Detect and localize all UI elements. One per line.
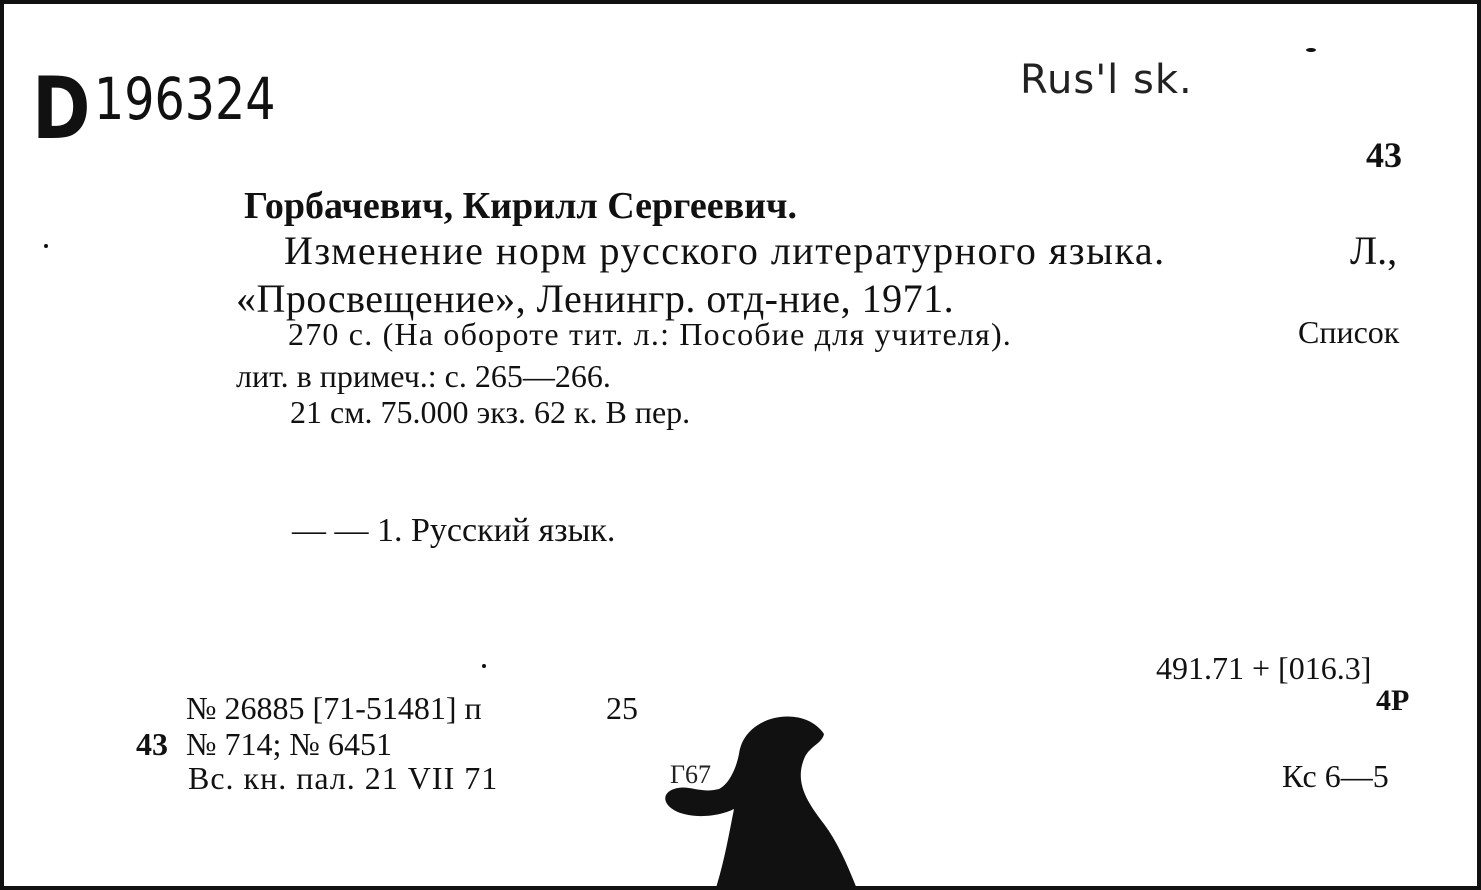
description-line-3: 21 см. 75.000 экз. 62 к. В пер. bbox=[290, 394, 691, 430]
ink-blot-icon bbox=[644, 694, 884, 890]
library-stamp: Rus'l sk. bbox=[1020, 57, 1193, 103]
call-number: 196324 bbox=[94, 65, 276, 133]
title-line-1-place: Л., bbox=[1350, 228, 1398, 273]
order-numbers: № 714; № 6451 bbox=[186, 726, 392, 762]
author-heading: Горбачевич, Кирилл Сергеевич. bbox=[244, 185, 797, 227]
left-index: 43 bbox=[136, 726, 168, 762]
subject-heading: — — 1. Русский язык. bbox=[292, 512, 616, 549]
speck-mark bbox=[482, 664, 486, 668]
book-chamber-date: Вс. кн. пал. 21 VII 71 bbox=[188, 760, 499, 796]
description-line-1-end: Список bbox=[1298, 314, 1400, 350]
classification-code: 491.71 + [016.3] bbox=[1156, 650, 1372, 686]
partial-code: Г67 bbox=[670, 760, 712, 789]
title-line-1: Изменение норм русского литературного языка. bbox=[284, 228, 1166, 273]
copies-count: 25 bbox=[606, 690, 638, 726]
title-line-2: «Просвещение», Ленингр. отд-ние, 1971. bbox=[236, 276, 955, 321]
speck-mark bbox=[1306, 48, 1316, 52]
top-index: 43 bbox=[1366, 135, 1402, 175]
registration-number: № 26885 [71-51481] п bbox=[186, 690, 482, 726]
classification-mark: 4Р bbox=[1376, 684, 1410, 717]
description-line-2: лит. в примеч.: с. 265—266. bbox=[236, 358, 611, 394]
speck-mark bbox=[44, 244, 48, 248]
description-line-1: 270 с. (На обороте тит. л.: Пособие для учителя). bbox=[288, 316, 1013, 352]
price-code: Кс 6—5 bbox=[1282, 758, 1389, 794]
call-number-letter: D bbox=[32, 59, 89, 159]
